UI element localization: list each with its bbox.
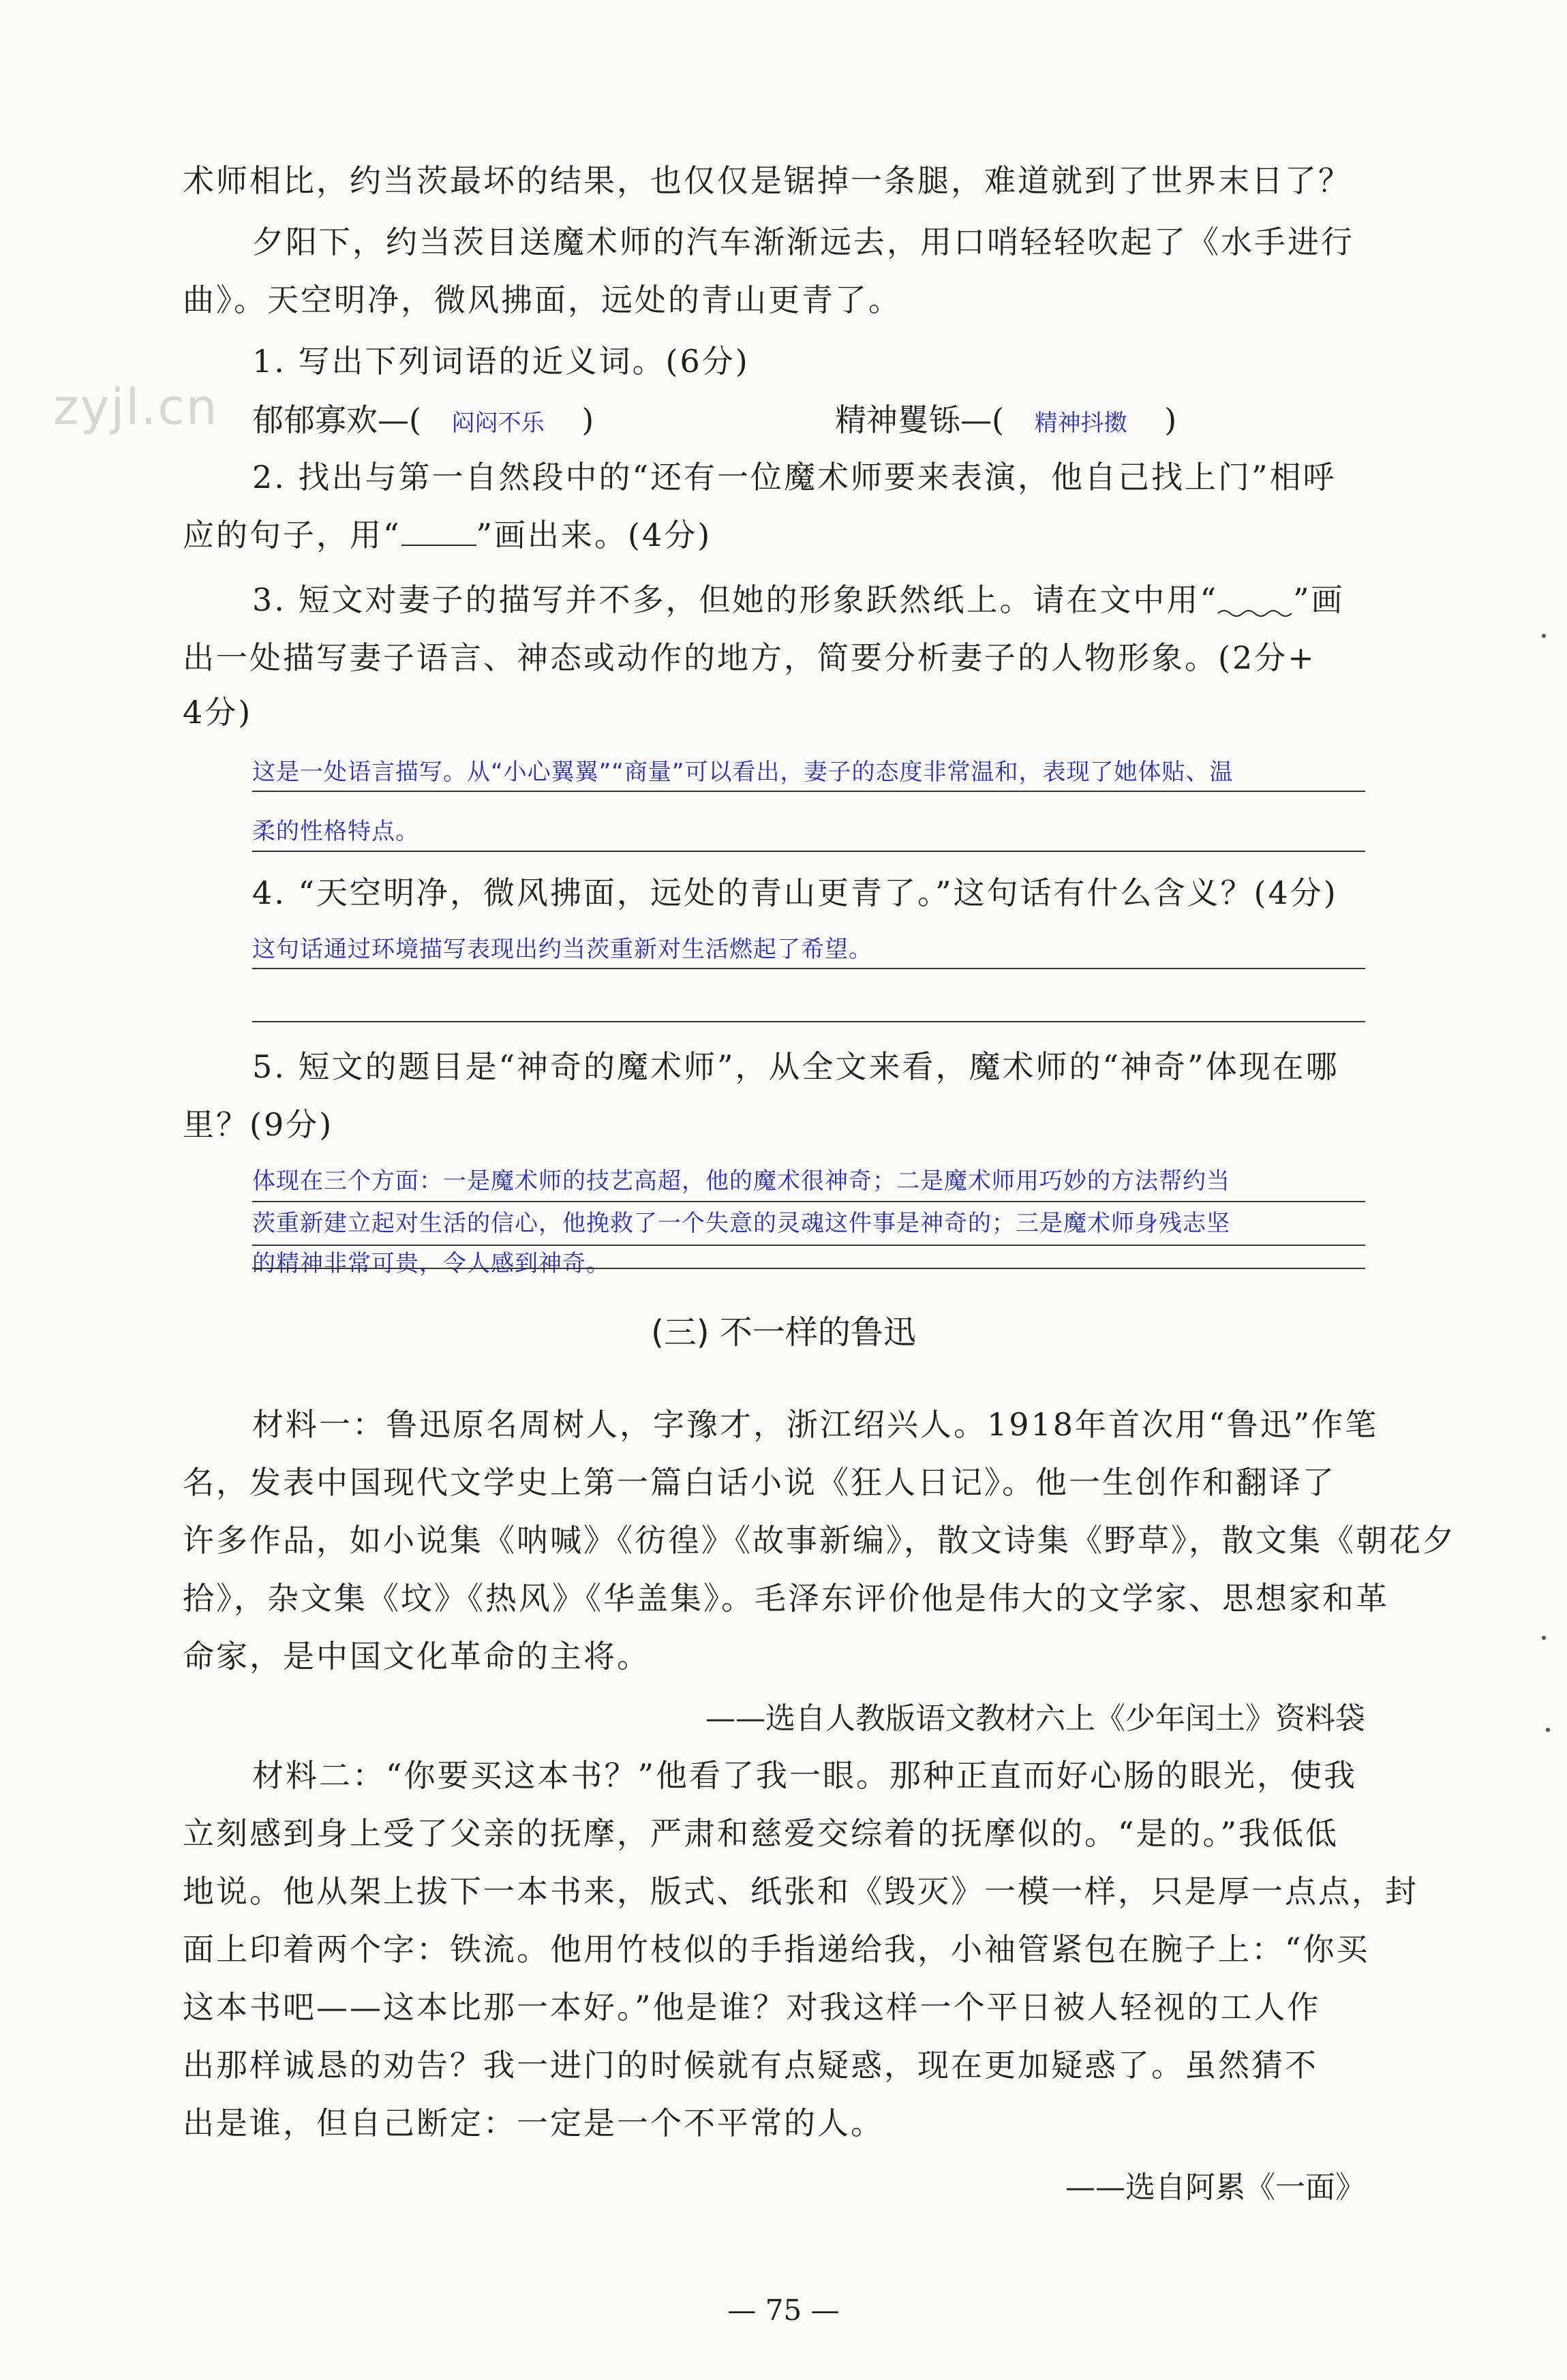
- answer-rule: [252, 1201, 1365, 1202]
- question-3-text: ”画: [1293, 581, 1345, 618]
- margin-speck: [1546, 1728, 1550, 1732]
- question-3-line: [252, 579, 1365, 620]
- answer-5-line: 体现在三个方面：一是魔术师的技艺高超，他的魔术很神奇；二是魔术师用巧妙的方法帮约当: [252, 1168, 1230, 1195]
- material-1-line: 材料一：鲁迅原名周树人，字豫才，浙江绍兴人。1918年首次用“鲁迅”作笔: [252, 1406, 1379, 1443]
- question-3-line: 4分): [183, 694, 253, 731]
- material-1-line: 名，发表中国现代文学史上第一篇白话小说《狂人日记》。他一生创作和翻译了: [183, 1464, 1336, 1501]
- answer-rule: [252, 851, 1365, 852]
- question-3-text: 3. 短文对妻子的描写并不多，但她的形象跃然纸上。请在文中用“: [252, 581, 1219, 618]
- synonym-answer-1: 闷闷不乐: [451, 410, 545, 437]
- question-1-prompt: 1. 写出下列词语的近义词。(6分): [252, 343, 750, 380]
- synonym-item-2: [835, 395, 1176, 440]
- material-2-line: 面上印着两个字：铁流。他用竹枝似的手指递给我，小袖管紧包在腕子上：“你买: [183, 1931, 1370, 1968]
- answer-3-line: 这是一处语言描写。从“小心翼翼”“商量”可以看出，妻子的态度非常温和，表现了她体贴、温: [252, 759, 1234, 786]
- margin-speck: [1542, 1636, 1546, 1640]
- margin-speck: [1542, 634, 1546, 638]
- synonym-word-1: 郁郁寡欢—(: [252, 401, 421, 438]
- question-2-text: 应的句子，用“: [183, 517, 401, 553]
- question-3-line: 出一处描写妻子语言、神态或动作的地方，简要分析妻子的人物形象。(2分+: [183, 639, 1316, 676]
- answer-5-line: 茨重新建立起对生活的信心，他挽救了一个失意的灵魂这件事是神奇的；三是魔术师身残志坚: [252, 1210, 1230, 1237]
- answer-rule: [252, 1268, 1365, 1269]
- synonym-item-1: [252, 395, 594, 440]
- material-1-source: ——选自人教版语文教材六上《少年闰土》资料袋: [705, 1701, 1365, 1736]
- question-2-line: 2. 找出与第一自然段中的“还有一位魔术师要来表演，他自己找上门”相呼: [252, 459, 1337, 495]
- material-2-line: 这本书吧——这本比那一本好。”他是谁？对我这样一个平日被人轻视的工人作: [183, 1989, 1321, 2026]
- wavy-underline-mark: [1218, 583, 1293, 611]
- material-1-line: 命家，是中国文化革命的主将。: [183, 1638, 650, 1675]
- watermark: zyjl.cn: [53, 378, 219, 436]
- question-5-line: 5. 短文的题目是“神奇的魔术师”，从全文来看，魔术师的“神奇”体现在哪: [252, 1048, 1339, 1085]
- synonym-close-1: ): [581, 401, 594, 438]
- answer-5-line: 的精神非常可贵，令人感到神奇。: [252, 1250, 610, 1277]
- question-2-line: [183, 515, 1365, 555]
- synonym-answer-2: 精神抖擞: [1034, 410, 1127, 437]
- synonym-word-2: 精神矍铄—(: [835, 401, 1004, 438]
- material-2-line: 材料二：“你要买这本书？”他看了我一眼。那种正直而好心肠的眼光，使我: [252, 1757, 1358, 1794]
- question-4-prompt: 4. “天空明净，微风拂面，远处的青山更青了。”这句话有什么含义？(4分): [252, 874, 1338, 911]
- material-2-line: 地说。他从架上拔下一本书来，版式、纸张和《毁灭》一模一样，只是厚一点点，封: [183, 1873, 1418, 1910]
- answer-4-line: 这句话通过环境描写表现出约当茨重新对生活燃起了希望。: [252, 936, 872, 963]
- answer-rule: [252, 968, 1365, 969]
- answer-rule: [252, 1021, 1365, 1022]
- material-1-line: 拾》，杂文集《坟》《热风》《华盖集》。毛泽东评价他是伟大的文学家、思想家和革: [183, 1580, 1389, 1617]
- question-2-text: ”画出来。(4分): [476, 517, 712, 553]
- passage-line: 术师相比，约当茨最坏的结果，也仅仅是锯掉一条腿，难道就到了世界末日了？: [183, 162, 1352, 199]
- material-2-line: 立刻感到身上受了父亲的抚摩，严肃和慈爱交综着的抚摩似的。“是的。”我低低: [183, 1815, 1339, 1852]
- answer-rule: [252, 791, 1365, 792]
- synonym-close-2: ): [1164, 401, 1177, 438]
- material-2-line: 出那样诚恳的劝告？我一进门的时候就有点疑惑，现在更加疑惑了。虽然猜不: [183, 2047, 1318, 2084]
- question-5-line: 里？(9分): [183, 1106, 334, 1143]
- underline-mark: [401, 517, 476, 546]
- page-number: — 75 —: [727, 2293, 840, 2327]
- section-title: (三) 不一样的鲁迅: [651, 1313, 916, 1352]
- answer-3-line: 柔的性格特点。: [252, 818, 419, 845]
- material-2-line: 出是谁，但自己断定：一定是一个不平常的人。: [183, 2105, 884, 2141]
- passage-line: 夕阳下，约当茨目送魔术师的汽车渐渐远去，用口哨轻轻吹起了《水手进行: [252, 224, 1354, 260]
- passage-line: 曲》。天空明净，微风拂面，远处的青山更青了。: [183, 281, 902, 318]
- material-2-source: ——选自阿累《一面》: [1065, 2170, 1365, 2205]
- material-1-line: 许多作品，如小说集《呐喊》《彷徨》《故事新编》，散文诗集《野草》，散文集《朝花夕: [183, 1522, 1456, 1559]
